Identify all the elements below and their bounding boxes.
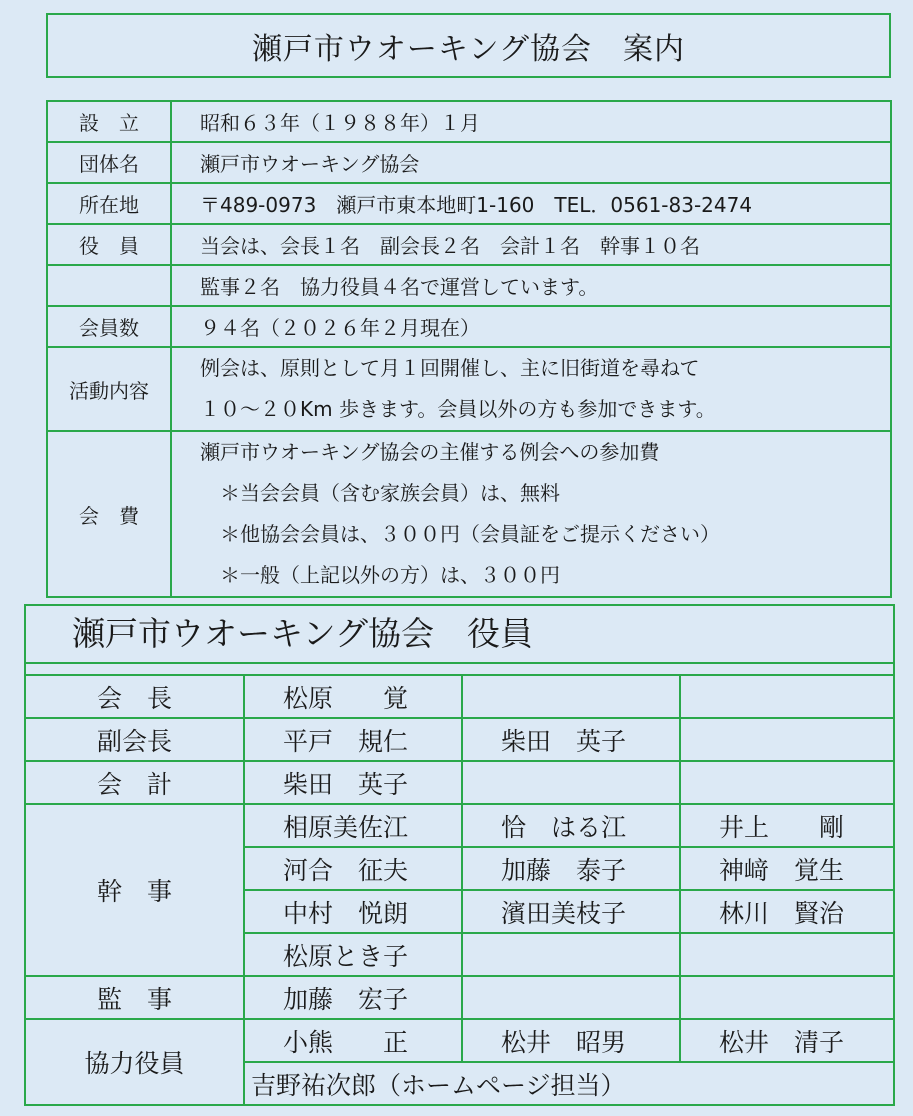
officer-row-treasurer [25, 761, 894, 804]
info-value [171, 347, 891, 431]
role-label: 会 計 [25, 761, 244, 804]
info-line: ＊一般（上記以外の方）は、３００円 [200, 563, 560, 587]
role-label: 副会長 [25, 718, 244, 761]
info-row-activities [47, 347, 891, 431]
officer-name: 相原美佐江 [244, 804, 462, 847]
officer-name: 井上 剛 [680, 804, 894, 847]
info-line: ＊他協会会員は、３００円（会員証をご提示ください） [200, 522, 720, 546]
info-label: 会 費 [47, 431, 171, 597]
info-value: 当会は、会長１名 副会長２名 会計１名 幹事１０名 [171, 224, 891, 265]
officer-row-secretary [25, 804, 894, 847]
info-line: 例会は、原則として月１回開催し、主に旧街道を尋ねて [200, 356, 700, 380]
officer-name: 濱田美枝子 [462, 890, 680, 933]
info-value: 瀬戸市ウオーキング協会 [171, 142, 891, 183]
role-label: 監 事 [25, 976, 244, 1019]
info-row-fees [47, 431, 891, 597]
page-title: 瀬戸市ウオーキング協会 案内 [46, 13, 891, 78]
officer-name [680, 933, 894, 976]
officer-name [680, 718, 894, 761]
info-value: 昭和６３年（１９８８年）１月 [171, 101, 891, 142]
officer-name [462, 761, 680, 804]
officer-name: 吉野祐次郎（ホームページ担当） [244, 1062, 894, 1105]
role-label: 会 長 [25, 675, 244, 718]
officer-name: 松原 覚 [244, 675, 462, 718]
role-label: 幹 事 [25, 804, 244, 976]
officer-name: 平戸 規仁 [244, 718, 462, 761]
officer-name [462, 933, 680, 976]
officer-row-president [25, 675, 894, 718]
info-label: 設 立 [47, 101, 171, 142]
info-row-officers-cont [47, 265, 891, 306]
officer-name: 松原とき子 [244, 933, 462, 976]
info-value: ９４名（２０２６年２月現在） [171, 306, 891, 347]
officer-name: 恰 はる江 [462, 804, 680, 847]
info-row-founded [47, 101, 891, 142]
officers-title: 瀬戸市ウオーキング協会 役員 [24, 604, 895, 662]
info-line: １０～２０Km 歩きます。会員以外の方も参加できます。 [200, 397, 716, 421]
officer-name: 松井 昭男 [462, 1019, 680, 1062]
info-label [47, 265, 171, 306]
officer-name: 中村 悦朗 [244, 890, 462, 933]
officer-name: 加藤 宏子 [244, 976, 462, 1019]
officer-name [680, 976, 894, 1019]
info-row-members [47, 306, 891, 347]
officer-name: 神﨑 覚生 [680, 847, 894, 890]
info-value [171, 431, 891, 597]
info-line: ＊当会会員（含む家族会員）は、無料 [200, 481, 560, 505]
info-row-name [47, 142, 891, 183]
officer-row-auditor [25, 976, 894, 1019]
officer-row-vice [25, 718, 894, 761]
info-label: 活動内容 [47, 347, 171, 431]
info-table [46, 100, 892, 598]
info-row-officers [47, 224, 891, 265]
officer-name: 加藤 泰子 [462, 847, 680, 890]
info-value: 〒489-0973 瀬戸市東本地町1-160 TEL．0561-83-2474 [171, 183, 891, 224]
officer-name: 林川 賢治 [680, 890, 894, 933]
info-row-address [47, 183, 891, 224]
officer-name [462, 976, 680, 1019]
officers-table [24, 674, 895, 1106]
officer-name: 柴田 英子 [244, 761, 462, 804]
officer-name: 河合 征夫 [244, 847, 462, 890]
officer-name [680, 675, 894, 718]
info-line: 瀬戸市ウオーキング協会の主催する例会への参加費 [200, 440, 660, 464]
info-label: 会員数 [47, 306, 171, 347]
officer-name [680, 761, 894, 804]
officer-name [462, 675, 680, 718]
officer-name: 松井 清子 [680, 1019, 894, 1062]
info-label: 役 員 [47, 224, 171, 265]
officer-name: 小熊 正 [244, 1019, 462, 1062]
info-value: 監事２名 協力役員４名で運営しています。 [171, 265, 891, 306]
officer-row-coop [25, 1019, 894, 1062]
officer-name: 柴田 英子 [462, 718, 680, 761]
info-label: 所在地 [47, 183, 171, 224]
role-label: 協力役員 [25, 1019, 244, 1105]
info-label: 団体名 [47, 142, 171, 183]
